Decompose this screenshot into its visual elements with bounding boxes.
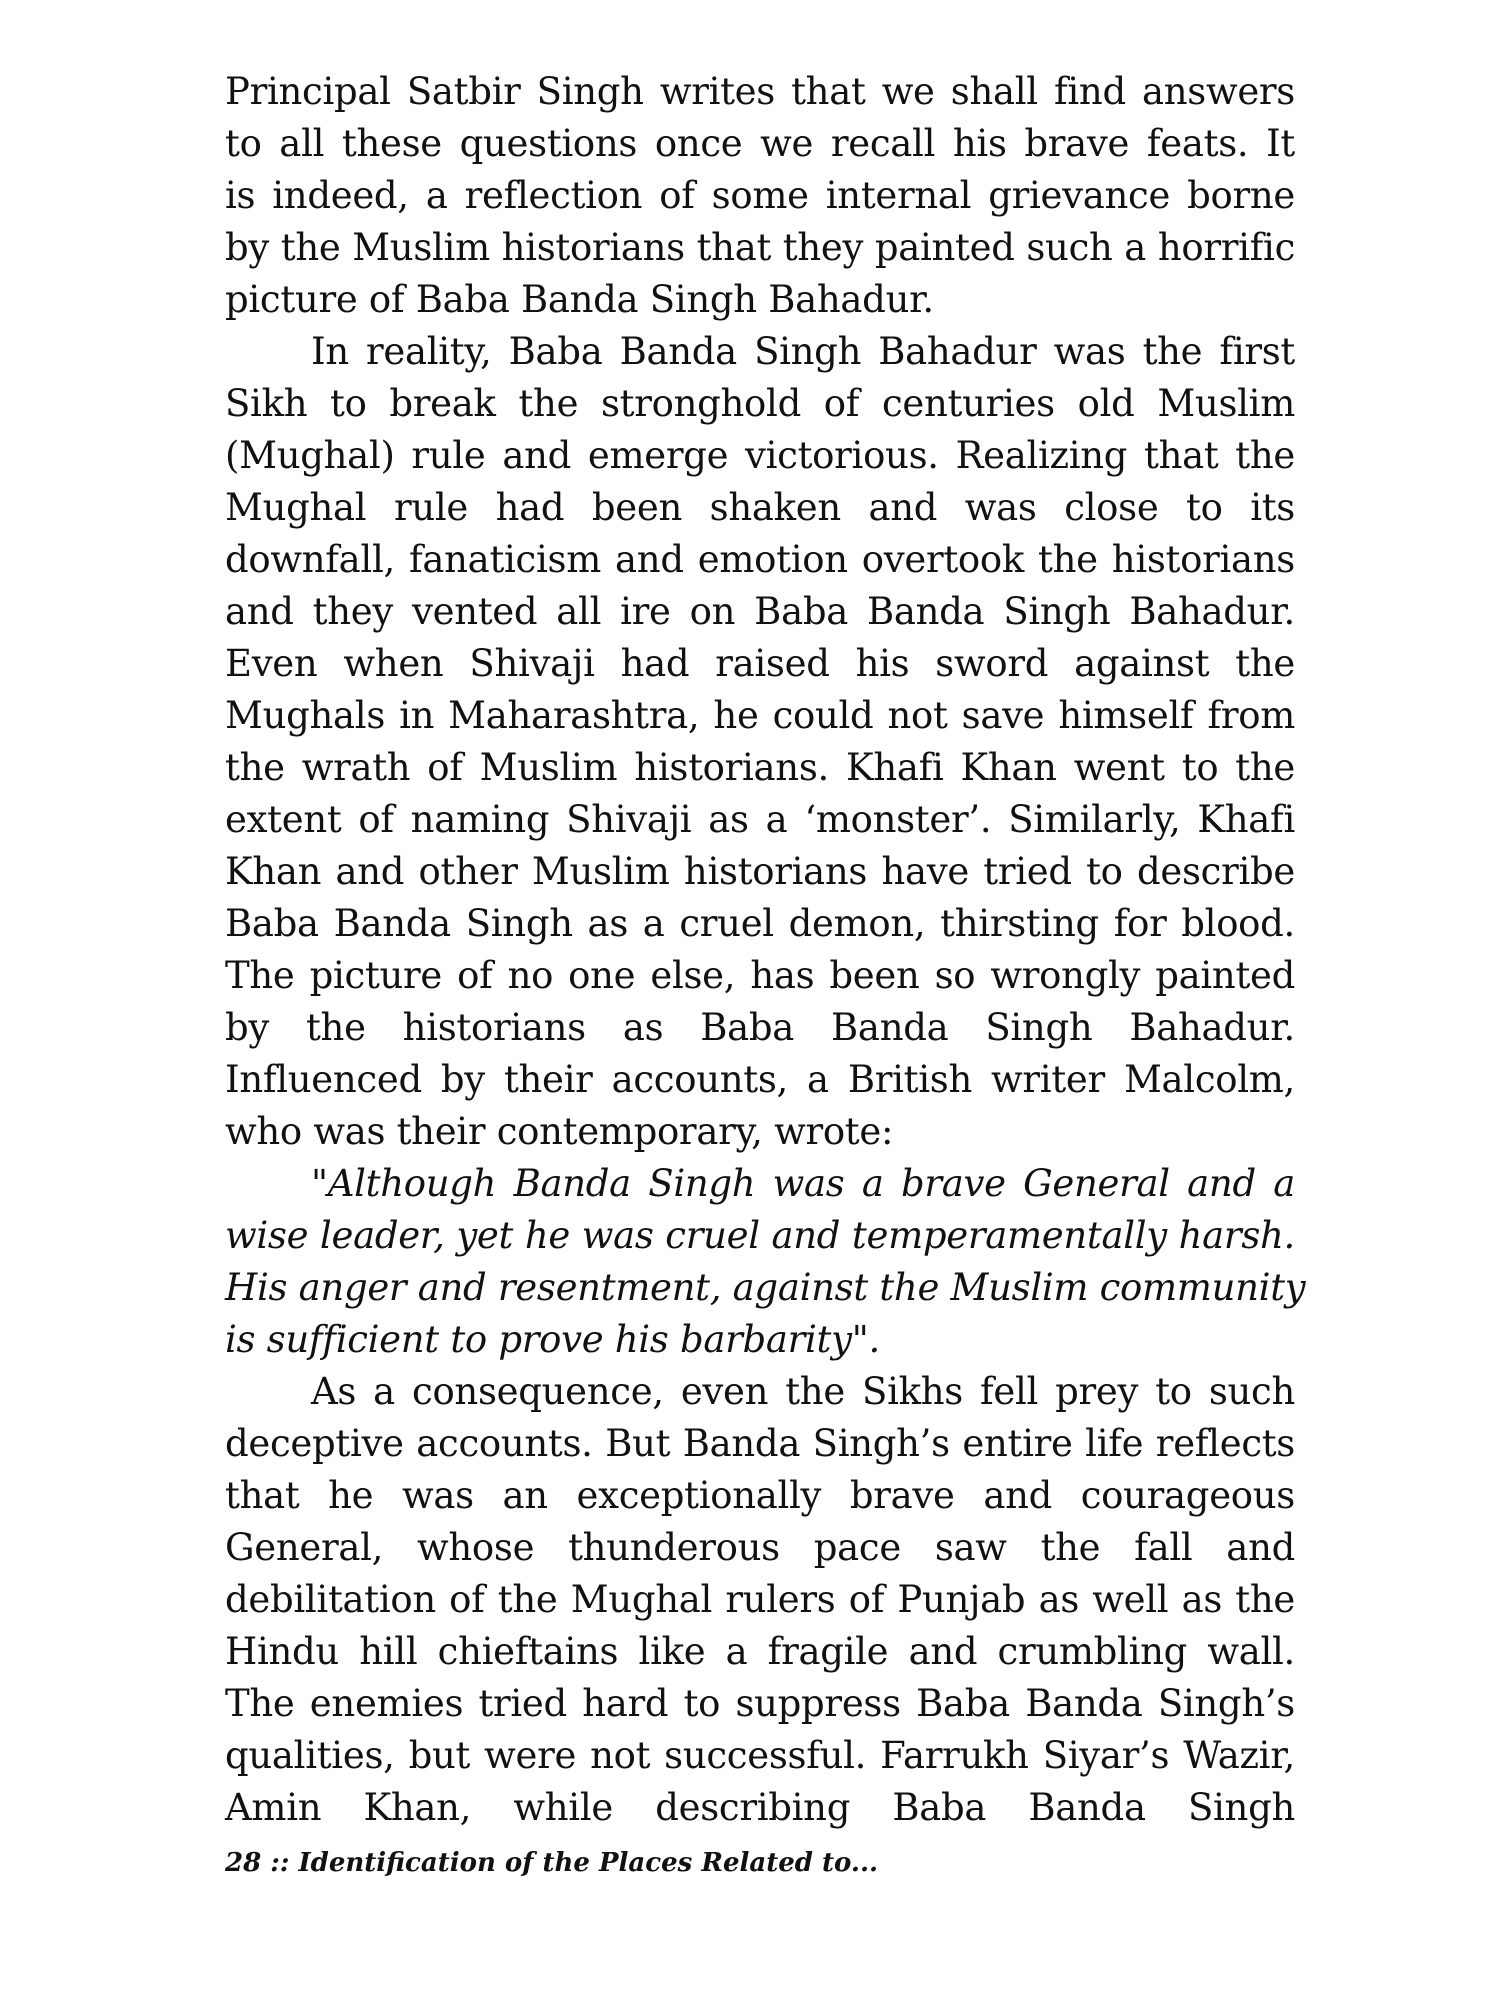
text-line: Sikh to break the stronghold of centuries old Muslim: [225, 382, 1295, 425]
text-line: The enemies tried hard to suppress Baba Banda Singh’s: [225, 1682, 1295, 1725]
text-line: Amin Khan, while describing Baba Banda Singh: [225, 1786, 1295, 1829]
quote-line: wise leader, yet he was cruel and temperamentally harsh.: [225, 1214, 1295, 1257]
text-line: who was their contemporary, wrote:: [225, 1110, 894, 1153]
text-line: to all these questions once we recall his brave feats. It: [225, 122, 1295, 165]
text-line: downfall, fanaticism and emotion overtook the historians: [225, 538, 1295, 581]
text-line: Principal Satbir Singh writes that we shall find answers: [225, 70, 1295, 113]
paragraph-1: [225, 66, 1295, 326]
quote-block: [225, 1158, 1306, 1366]
text-line: the wrath of Muslim historians. Khafi Khan went to the: [225, 746, 1295, 789]
text-line: debilitation of the Mughal rulers of Punjab as well as the: [225, 1578, 1295, 1621]
quote-line: His anger and resentment, against the Muslim community: [225, 1266, 1306, 1309]
quote-line: is sufficient to prove his barbarity".: [225, 1318, 880, 1361]
text-line: General, whose thunderous pace saw the fall and: [225, 1526, 1295, 1569]
paragraph-4: [225, 1366, 1295, 1834]
page-footer: 28 :: Identification of the Places Related to...: [225, 1848, 879, 1878]
text-line: picture of Baba Banda Singh Bahadur.: [225, 278, 934, 321]
quote-line: "Although Banda Singh was a brave General and a: [311, 1162, 1295, 1205]
text-line: Hindu hill chieftains like a fragile and crumbling wall.: [225, 1630, 1295, 1673]
text-line: In reality, Baba Banda Singh Bahadur was the first: [311, 330, 1295, 373]
text-line: (Mughal) rule and emerge victorious. Realizing that the: [225, 434, 1295, 477]
text-line: Mughals in Maharashtra, he could not save himself from: [225, 694, 1295, 737]
page-body: [225, 66, 1306, 1834]
text-line: that he was an exceptionally brave and courageous: [225, 1474, 1295, 1517]
text-line: by the historians as Baba Banda Singh Bahadur.: [225, 1006, 1295, 1049]
text-line: The picture of no one else, has been so wrongly painted: [225, 954, 1295, 997]
text-line: As a consequence, even the Sikhs fell prey to such: [311, 1370, 1295, 1413]
text-line: Khan and other Muslim historians have tried to describe: [225, 850, 1295, 893]
text-line: Mughal rule had been shaken and was close to its: [225, 486, 1295, 529]
text-line: Even when Shivaji had raised his sword against the: [225, 642, 1295, 685]
text-line: Influenced by their accounts, a British writer Malcolm,: [225, 1058, 1295, 1101]
paragraph-2: [225, 326, 1295, 1158]
text-line: extent of naming Shivaji as a ‘monster’. Similarly, Khafi: [225, 798, 1295, 841]
text-line: qualities, but were not successful. Farrukh Siyar’s Wazir,: [225, 1734, 1295, 1777]
text-line: Baba Banda Singh as a cruel demon, thirsting for blood.: [225, 902, 1295, 945]
text-line: by the Muslim historians that they painted such a horrific: [225, 226, 1295, 269]
text-line: and they vented all ire on Baba Banda Singh Bahadur.: [225, 590, 1295, 633]
text-line: is indeed, a reflection of some internal grievance borne: [225, 174, 1295, 217]
text-line: deceptive accounts. But Banda Singh’s entire life reflects: [225, 1422, 1295, 1465]
